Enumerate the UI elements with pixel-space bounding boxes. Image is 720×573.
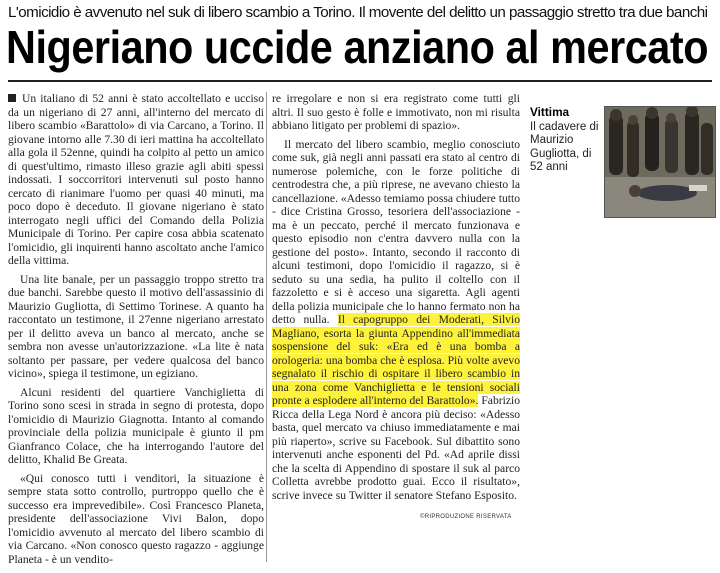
article-headline: Nigeriano uccide anziano al mercato bbox=[6, 21, 709, 73]
column-divider bbox=[266, 92, 267, 562]
paragraph: «Qui conosco tutti i venditori, la situazione è sempre stata sotto controllo, purtroppo quello che è successo era imprevedibile». Così Francesco Planeta, presidente dell'associazione Vivi Balon, dopo l'omicidio avvenuto al mercato del libero scambio di via Carcano. «Non conosco questo ragazzo - aggiunge Planeta - è un vendito- bbox=[8, 471, 264, 566]
square-bullet-icon bbox=[8, 94, 16, 102]
paragraph: re irregolare e non si era registrato come tutti gli altri. Il suo gesto è folle e immotivato, non mi risulta abbiano litigato per problemi di spazio». bbox=[272, 92, 520, 132]
paragraph-text: Fabrizio Ricca della Lega Nord è ancora più deciso: «Adesso basta, quel mercato va chiuso immediatamente e mai più riaperto», scrive su Facebook. Sul dibattito sono intervenuti anche esponenti del Pd. «Ad aprile dissi che la scelta di Appendino di spostare il suk al parco Colletta avrebbe prodotto guai. Ecco il risultato», scrive invece su Twitter il senatore Stefano Esposito. bbox=[272, 394, 520, 502]
paragraph-text: Il mercato del libero scambio, meglio conosciuto come suk, già negli anni passati era stato al centro di numerose polemiche, con le forze politiche di centrodestra che, a più riprese, ne avevano chiesto la cancellazione. «Adesso temiamo possa chiudere tutto - dice Cristina Grosso, tesoriera dell'associazione - ma è un peccato, perché il mercato funzionava e questo episodio non c'entra davvero nulla con la gestione del posto». Intanto, secondo il racconto di alcuni testimoni, dopo l'omicidio il ragazzo, si è seduto su una sedia, ha pulito il coltello con il fazzoletto e si è acceso una sigaretta. Agli agenti della polizia municipale che lo hanno fermato non ha detto nulla. bbox=[272, 137, 520, 326]
article-column-2 bbox=[272, 92, 520, 507]
caption-title: Vittima bbox=[530, 105, 570, 119]
paragraph-text: Un italiano di 52 anni è stato accoltellato e ucciso da un nigeriano di 27 anni, all'interno del mercato di libero scambio «Barattolo» di via Carcano, a Torino. Il giovane intorno alle 7.30 di ieri mattina ha accoltellato alla gola il 52enne, quindi ha colpito al petto un amico di quest'ultimo, rimasto illeso grazie agli abiti spessi indossati. I soccorritori intervenuti sul posto hanno cercato di rianimare l'uomo per quasi 40 minuti, ma poco dopo è deceduto. Il giovane nigeriano è stato interrogato negli uffici del Comando della Polizia Municipale di Torino. Per capire cosa abbia scatenato l'omicidio, gli inquirenti hanno ascoltato anche l'amico della vittima. bbox=[8, 92, 264, 267]
copyright-note: ©RIPRODUZIONE RISERVATA bbox=[420, 514, 512, 520]
caption-text: Il cadavere di Maurizio Gugliotta, di 52 anni bbox=[530, 120, 599, 173]
paragraph: Una lite banale, per un passaggio troppo stretto tra due banchi. Sarebbe questo il motivo dell'assassinio di Maurizio Gugliotta, di Settimo Torinese. A quanto ha raccontato un testimone, il 27enne nigeriano arrestato per il delitto aveva un banco al mercato, anche se sembra non avesse un'autorizzazione. «La lite è nata soltanto per passare, per vedere qualcosa del banco vicino», spiega il testimone, un egiziano. bbox=[8, 272, 264, 380]
article-kicker: L'omicidio è avvenuto nel suk di libero scambio a Torino. Il movente del delitto un passaggio stretto tra due banchi bbox=[8, 4, 708, 21]
highlighted-quote: Il capogruppo dei Moderati, Silvio Magliano, esorta la giunta Appendino all'immediata sospensione del suk: «Era ed è una bomba a orologeria: una bomba che è esplosa. Più volte avevo segnalato il rischio di ospitare il libero scambio in una zona come Vanchiglietta e le tensioni sociali pronte a esplodere all'interno del Barattolo». bbox=[272, 313, 520, 407]
paragraph: Alcuni residenti del quartiere Vanchiglietta di Torino sono scesi in strada in segno di protesta, dopo l'omicidio di Maurizio Giagnotta. Intanto al comando provinciale della polizia municipale è giunto il pm Gianfranco Colace, che ha interrogando l'autore del delitto, Khalid Be Greata. bbox=[8, 385, 264, 466]
photo-caption bbox=[530, 106, 602, 175]
paragraph bbox=[272, 138, 520, 503]
crime-scene-photo-icon bbox=[605, 107, 715, 217]
headline-rule bbox=[8, 80, 712, 82]
article-column-1 bbox=[8, 92, 264, 571]
crime-scene-photo bbox=[604, 106, 716, 218]
paragraph bbox=[8, 92, 264, 268]
